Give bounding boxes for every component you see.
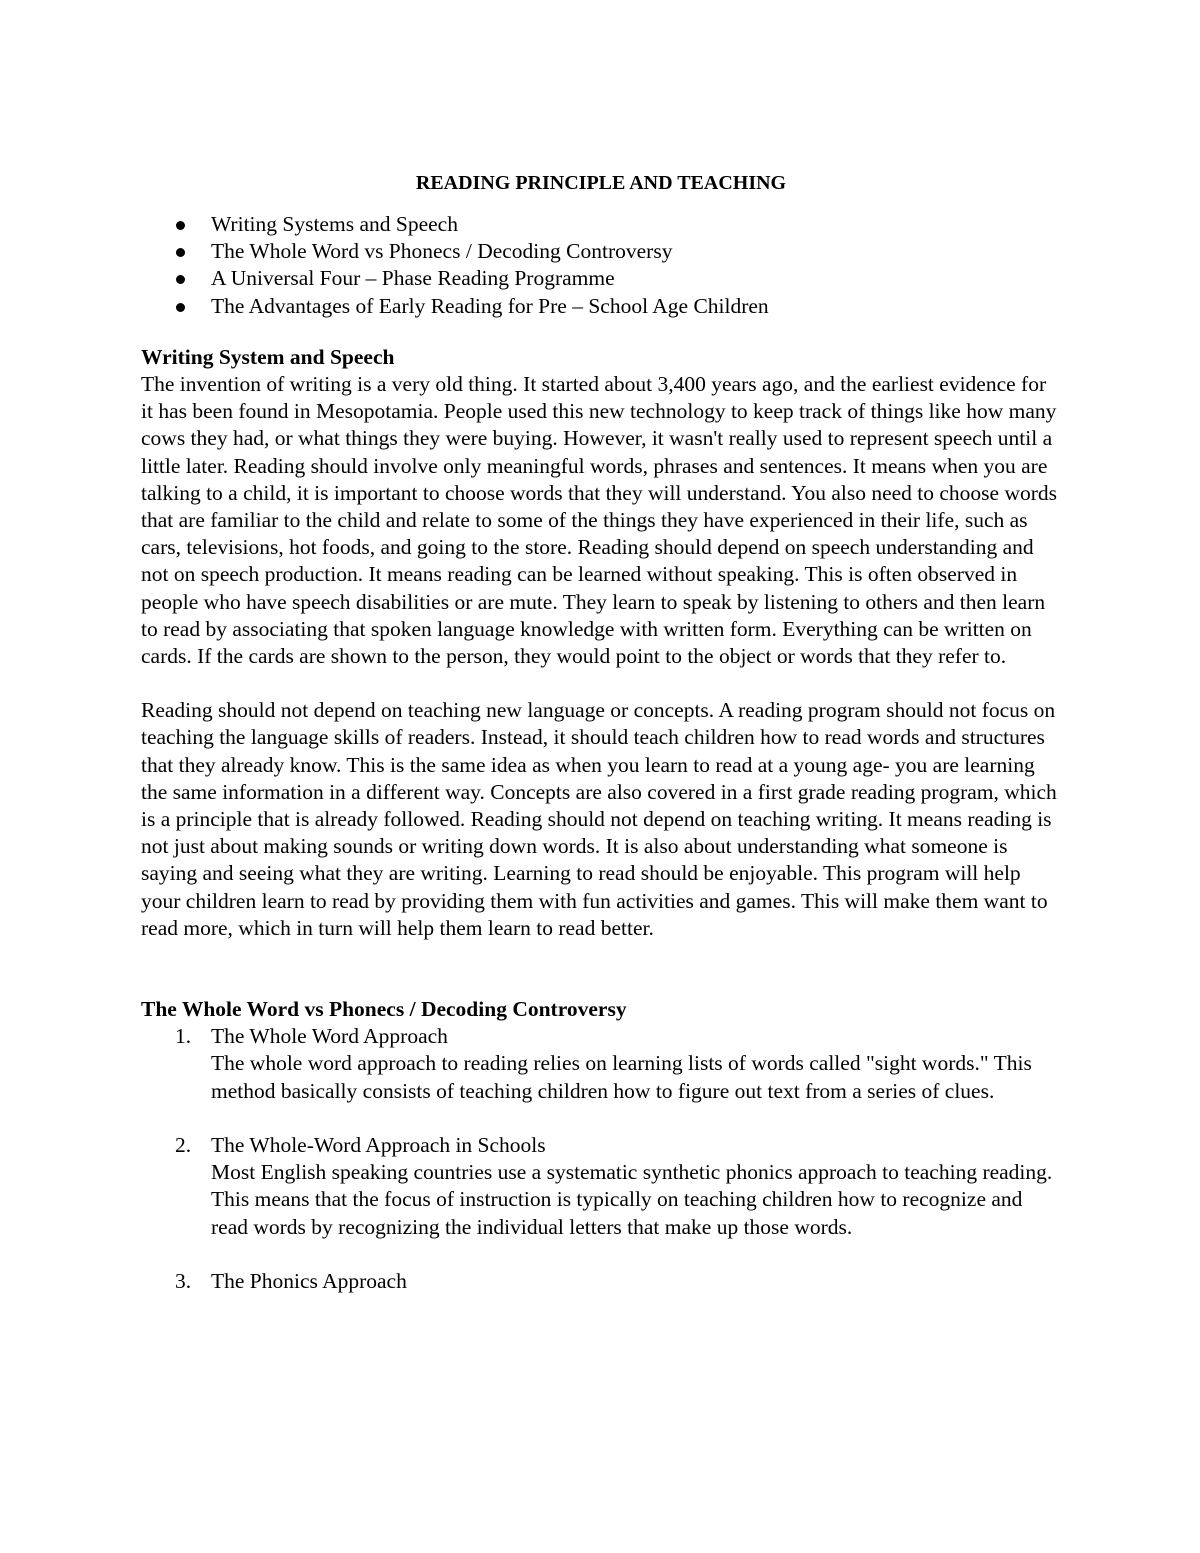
bullet-dot-icon bbox=[176, 303, 185, 312]
item-body: Most English speaking countries use a systematic synthetic phonics approach to teaching reading. This means that the focus of instruction is typically on teaching children how to recognize and read words by recognizing the individual letters that make up those words. bbox=[211, 1160, 1053, 1239]
section-heading: Writing System and Speech bbox=[141, 344, 395, 369]
bullet-item bbox=[141, 293, 1061, 320]
bullet-text: Writing Systems and Speech bbox=[211, 212, 458, 236]
item-number: 1. bbox=[175, 1024, 192, 1049]
topic-bullet-list bbox=[141, 211, 1061, 320]
paragraph: The invention of writing is a very old thing. It started about 3,400 years ago, and the earliest evidence for it has been found in Mesopotamia. People used this new technology to keep track of things like how many cows they had, or what things they were buying. However, it wasn't really used to represent speech until a little later. Reading should involve only meaningful words, phrases and sentences. It means when you are talking to a child, it is important to choose words that they will understand. You also need to choose words that are familiar to the child and relate to some of the things they have experienced in their life, such as cars, televisions, hot foods, and going to the store. Reading should depend on speech understanding and not on speech production. It means reading can be learned without speaking. This is often observed in people who have speech disabilities or are mute. They learn to speak by listening to others and then learn to read by associating that spoken language knowledge with written form. Everything can be written on cards. If the cards are shown to the person, they would point to the object or words that they refer to. bbox=[141, 372, 1058, 669]
item-title: The Phonics Approach bbox=[211, 1268, 407, 1293]
numbered-item bbox=[141, 1023, 1061, 1105]
numbered-item bbox=[141, 1132, 1061, 1241]
bullet-text: A Universal Four – Phase Reading Programme bbox=[211, 266, 615, 291]
numbered-item bbox=[141, 1268, 1061, 1295]
bullet-text: The Advantages of Early Reading for Pre – School Age Children bbox=[211, 293, 769, 318]
item-body: The whole word approach to reading relies on learning lists of words called "sight words." This method basically consists of teaching children how to figure out text from a series of clues. bbox=[211, 1051, 1032, 1103]
bullet-dot-icon bbox=[176, 221, 185, 230]
item-number: 2. bbox=[175, 1132, 192, 1157]
bullet-item bbox=[141, 265, 1061, 292]
paragraph: Reading should not depend on teaching new language or concepts. A reading program should not focus on teaching the language skills of readers. Instead, it should teach children how to read words and structures that they already know. This is the same idea as when you learn to read at a young age- you are learning the same information in a different way. Concepts are also covered in a first grade reading program, which is a principle that is already followed. Reading should not depend on teaching writing. It means reading is not just about making sounds or writing down words. It is also about understanding what someone is saying and seeing what they are writing. Learning to read should be enjoyable. This program will help your children learn to read by providing them with fun activities and games. This will make them want to read more, which in turn will help them learn to read better. bbox=[141, 698, 1057, 940]
section-writing-system bbox=[141, 344, 1061, 942]
bullet-text: The Whole Word vs Phonecs / Decoding Controversy bbox=[211, 239, 673, 264]
bullet-dot-icon bbox=[176, 275, 185, 284]
item-number: 3. bbox=[175, 1268, 192, 1293]
section-whole-word-controversy bbox=[141, 996, 1061, 1295]
bullet-item bbox=[141, 238, 1061, 265]
document-title: READING PRINCIPLE AND TEACHING bbox=[415, 172, 787, 194]
item-title: The Whole-Word Approach in Schools bbox=[211, 1132, 546, 1157]
item-title: The Whole Word Approach bbox=[211, 1024, 448, 1049]
numbered-list bbox=[141, 1023, 1061, 1295]
bullet-dot-icon bbox=[176, 248, 185, 257]
section-heading: The Whole Word vs Phonecs / Decoding Controversy bbox=[141, 997, 627, 1022]
document-page bbox=[141, 170, 1061, 1322]
bullet-item bbox=[141, 211, 1061, 238]
